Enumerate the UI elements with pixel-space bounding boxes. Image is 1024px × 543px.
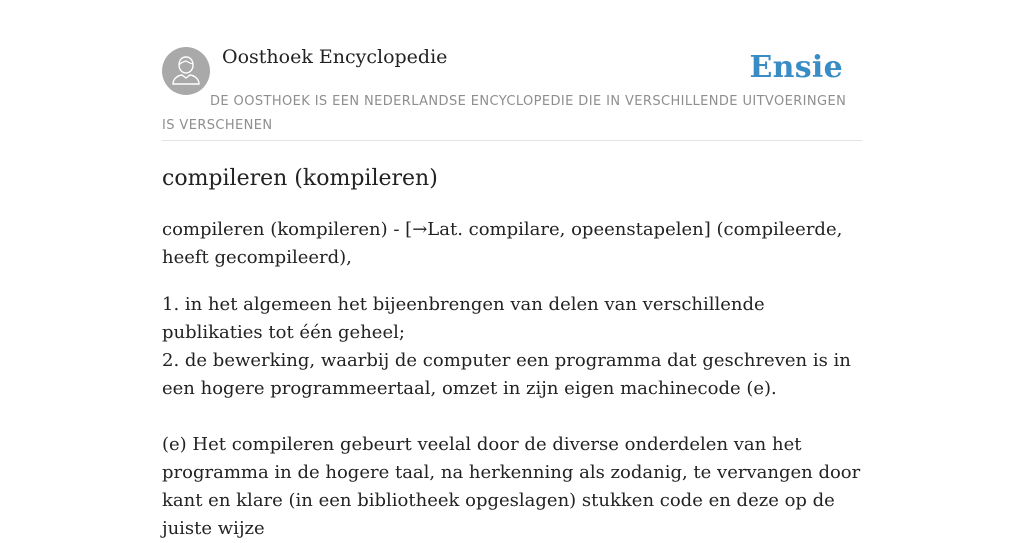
entry-body: 1. in het algemeen het bijeenbrengen van delen van verschillende publikaties tot één geheel; 2. de bewerking, waarbij de computer een programma dat geschreven is in een hogere programmeertaal, omzet in zijn eigen machinecode (e). (e) Het compileren gebeurt veelal door de diverse onderdelen van het programma in de hogere taal, na herkenning als zodanig, te vervangen door kant en klare (in een bibliotheek opgeslagen) stukken code en deze op de juiste wijze [162,294,861,539]
brand-logo[interactable]: Ensie [749,50,843,85]
site-header [162,44,862,141]
entry-content [162,160,862,543]
site-name[interactable]: Oosthoek Encyclopedie [222,46,448,68]
entry-title: compileren (kompileren) [162,166,438,191]
avatar[interactable] [162,47,210,95]
entry-intro: compileren (kompileren) - [→Lat. compilare, opeenstapelen] (compileerde, heeft gecompileerd), [162,219,843,268]
user-icon [162,47,210,95]
site-tagline: DE OOSTHOEK IS EEN NEDERLANDSE ENCYCLOPEDIE DIE IN VERSCHILLENDE UITVOERINGEN IS VERSCHENEN [162,94,847,133]
